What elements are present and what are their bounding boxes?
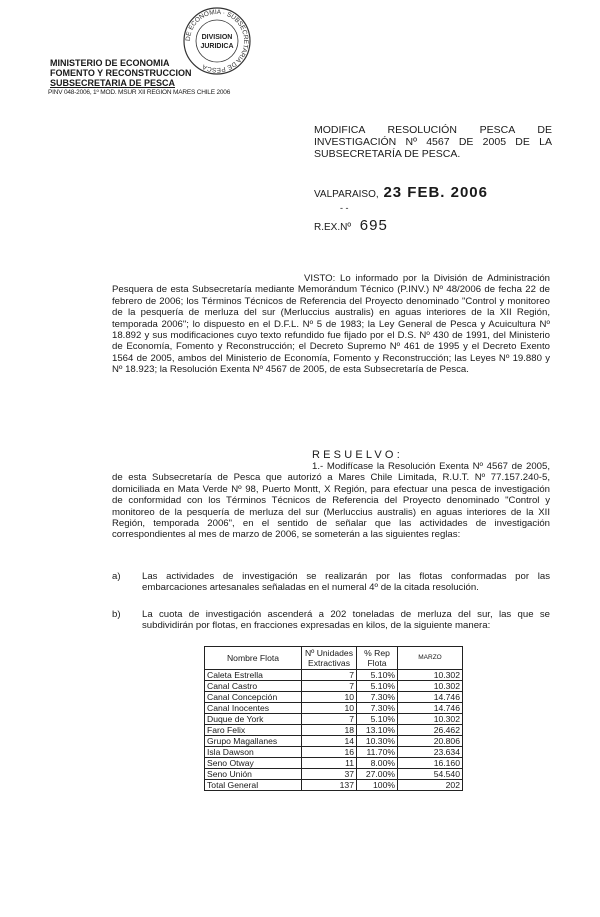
share: 7.30% [357, 703, 398, 714]
fleet-name: Duque de York [205, 714, 302, 725]
units: 16 [302, 747, 357, 758]
share: 11.70% [357, 747, 398, 758]
total-units: 137 [302, 780, 357, 791]
table-row [205, 758, 463, 769]
quota-table [204, 646, 463, 791]
ministry-line: MINISTERIO DE ECONOMIA [50, 58, 170, 68]
fleet-name: Caleta Estrella [205, 670, 302, 681]
fleet-name: Canal Inocentes [205, 703, 302, 714]
march-quota: 10.302 [398, 714, 463, 725]
share: 10.30% [357, 736, 398, 747]
fleet-name: Canal Concepción [205, 692, 302, 703]
fleet-name: Canal Castro [205, 681, 302, 692]
table-row [205, 670, 463, 681]
resuelvo-heading: RESUELVO: [312, 449, 403, 461]
share: 27.00% [357, 769, 398, 780]
ministry-subline: FOMENTO Y RECONSTRUCCION [50, 68, 192, 78]
units: 10 [302, 703, 357, 714]
fleet-name: Grupo Magallanes [205, 736, 302, 747]
subsecretaria-line: SUBSECRETARIA DE PESCA [50, 78, 176, 88]
march-quota: 10.302 [398, 681, 463, 692]
march-quota: 23.634 [398, 747, 463, 758]
units: 18 [302, 725, 357, 736]
units: 14 [302, 736, 357, 747]
table-row [205, 692, 463, 703]
date-line [314, 184, 488, 201]
total-share: 100% [357, 780, 398, 791]
table-header-row [205, 647, 463, 670]
rex-number: 695 [359, 217, 388, 234]
rex-label: R.EX.Nº [314, 222, 351, 233]
table-row [205, 681, 463, 692]
reference-code: PINV 048-2006, 1º MOD. MSUR XII REGION MARES CHILE 2006 [48, 89, 231, 96]
share: 5.10% [357, 681, 398, 692]
fleet-name: Isla Dawson [205, 747, 302, 758]
units: 11 [302, 758, 357, 769]
col-header-share: % Rep Flota [357, 647, 398, 670]
fleet-name: Seno Unión [205, 769, 302, 780]
resolution-number-line [314, 217, 388, 234]
march-quota: 14.746 [398, 692, 463, 703]
stamp-ring-text: DE ECONOMIA · SUBSECRETARIA DE PESCA [184, 8, 250, 74]
march-quota: 14.746 [398, 703, 463, 714]
date-place: VALPARAISO, [314, 189, 379, 200]
march-quota: 16.160 [398, 758, 463, 769]
share: 13.10% [357, 725, 398, 736]
share: 5.10% [357, 714, 398, 725]
article-1-paragraph: 1.- Modifícase la Resolución Exenta Nº 4567 de 2005, de esta Subsecretaría de Pesca que autorizó a Mares Chile Limitada, R.U.T. Nº 77.157.240-5, domiciliada en Mata Verde Nº 98, Puerto Montt, X Región, para efectuar una pesca de investigación de conformidad con los Términos Técnicos de Referencia del Proyecto denominado "Control y monitoreo de la pesquería de merluza del sur (Merluccius australis) en aguas interiores de la XII Región, temporada 2006", en el sentido de señalar que las actividades de investigación correspondientes al mes de marzo de 2006, se someterán a las siguientes reglas: [112, 461, 550, 541]
units: 37 [302, 769, 357, 780]
table-row [205, 725, 463, 736]
share: 8.00% [357, 758, 398, 769]
visto-paragraph: VISTO: Lo informado por la División de Administración Pesquera de esta Subsecretaría mediante Memorándum Técnico (P.INV.) Nº 48/2006 de fecha 22 de febrero de 2006; los Términos Técnicos de Referencia del Proyecto denominado "Control y monitoreo de la pesquería de merluza del sur (Merluccius australis) en aguas interiores de la XII Región, temporada 2006"; lo dispuesto en el D.F.L. Nº 5 de 1983; la Ley General de Pesca y Acuicultura Nº 18.892 y sus modificaciones cuyo texto refundido fue fijado por el D.S. Nº 430 de 1991, del Ministerio de Economía, Fomento y Reconstrucción; el Decreto Supremo Nº 461 de 1995 y el Decreto Exento 1564 de 2005, ambos del Ministerio de Economía, Fomento y Reconstrucción; las Leyes Nº 19.880 y Nº 18.923; la Resolución Exenta Nº 4567 de 2005, de esta Subsecretaría de Pesca. [112, 273, 550, 376]
units: 10 [302, 692, 357, 703]
list-text-a: Las actividades de investigación se realizarán por las flotas conformadas por las embarcaciones artesanales señaladas en el numeral 4º de la citada resolución. [142, 571, 550, 594]
fleet-name: Faro Felix [205, 725, 302, 736]
col-header-month: MARZO [398, 647, 463, 670]
division-juridica-stamp [182, 6, 252, 76]
col-header-fleet: Nombre Flota [205, 647, 302, 670]
table-row [205, 703, 463, 714]
dash-mark: - - [340, 203, 349, 213]
document-title: MODIFICA RESOLUCIÓN PESCA DE INVESTIGACIÓN Nº 4567 DE 2005 DE LA SUBSECRETARÍA DE PESCA. [314, 124, 552, 160]
march-quota: 10.302 [398, 670, 463, 681]
march-quota: 26.462 [398, 725, 463, 736]
table-row [205, 736, 463, 747]
fleet-name: Seno Otway [205, 758, 302, 769]
units: 7 [302, 681, 357, 692]
march-quota: 20.806 [398, 736, 463, 747]
march-quota: 54.540 [398, 769, 463, 780]
date-value: 23 FEB. 2006 [383, 184, 488, 201]
units: 7 [302, 670, 357, 681]
table-total-row [205, 780, 463, 791]
table-row [205, 747, 463, 758]
table-row [205, 769, 463, 780]
table-row [205, 714, 463, 725]
letterhead [50, 58, 192, 88]
list-marker-b: b) [112, 609, 121, 620]
list-marker-a: a) [112, 571, 121, 582]
stamp-center-line2: JURIDICA [200, 43, 234, 50]
share: 7.30% [357, 692, 398, 703]
share: 5.10% [357, 670, 398, 681]
list-text-b: La cuota de investigación ascenderá a 202 toneladas de merluza del sur, las que se subdividirán por flotas, en fracciones expresadas en kilos, de la siguiente manera: [142, 609, 550, 632]
units: 7 [302, 714, 357, 725]
col-header-units: Nº Unidades Extractivas [302, 647, 357, 670]
total-label: Total General [205, 780, 302, 791]
total-quota: 202 [398, 780, 463, 791]
svg-text:DE ECONOMIA · SUBSECRETARIA DE [185, 9, 249, 73]
stamp-center-line1: DIVISION [201, 34, 233, 41]
